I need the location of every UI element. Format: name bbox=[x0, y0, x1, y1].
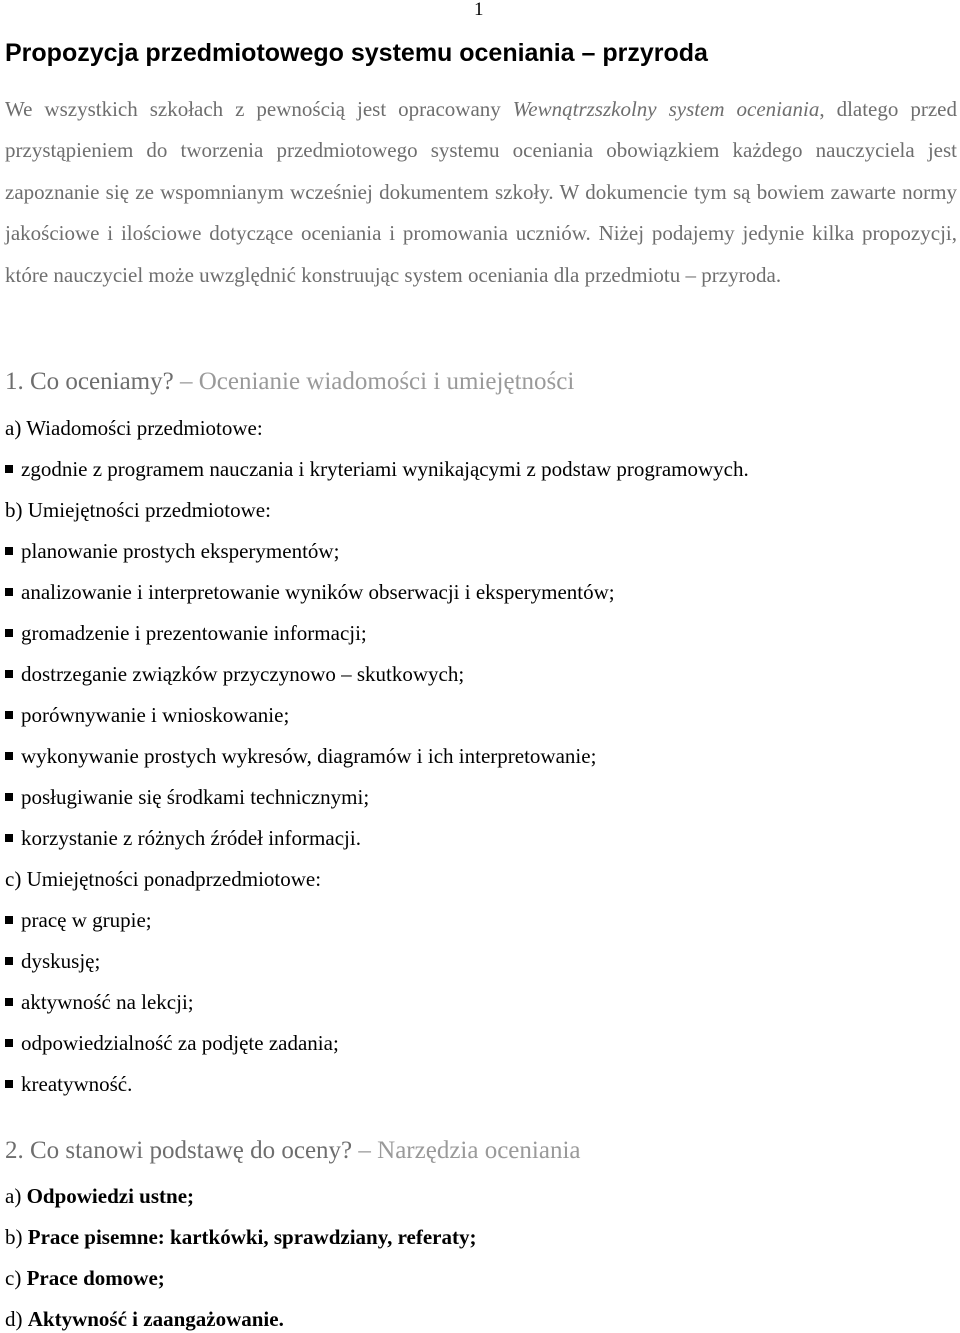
section-heading-subtitle: – Ocenianie wiadomości i umiejętności bbox=[173, 368, 575, 395]
square-bullet-icon bbox=[5, 711, 13, 719]
tool-item-written-work bbox=[5, 1223, 476, 1251]
intro-text-start: We wszystkich szkołach z pewnością jest opracowany bbox=[5, 97, 513, 121]
group-name: Wiadomości przedmiotowe bbox=[26, 416, 257, 440]
list-item-text: aktywność na lekcji; bbox=[21, 990, 194, 1014]
tool-letter: a) bbox=[5, 1184, 27, 1208]
intro-text-end: , dlatego przed przystąpieniem do tworzenia przedmiotowego systemu oceniania obowiązkiem każdego nauczyciela jest zapoznanie się ze wspomnianym wcześniej dokumentem szkoły. W dokumencie tym są bowiem zawarte normy jakościowe i ilościowe dotyczące oceniania i promowania uczniów. Niżej podajemy jedynie kilka propozycji, które nauczyciel może uwzględnić konstruując system oceniania dla przedmiotu – przyroda. bbox=[5, 97, 957, 287]
list-item bbox=[5, 537, 339, 565]
tool-item-oral-answers bbox=[5, 1182, 194, 1210]
section-heading-what-we-assess bbox=[5, 366, 574, 398]
section-heading-main: 2. Co stanowi podstawę do oceny? bbox=[5, 1137, 353, 1164]
list-item-text: dostrzeganie związków przyczynowo – skutkowych; bbox=[21, 662, 465, 686]
square-bullet-icon bbox=[5, 629, 13, 637]
page-number: 1 bbox=[474, 0, 484, 20]
group-label-subject-skills bbox=[5, 496, 271, 524]
page-title: Propozycja przedmiotowego systemu oceniania – przyroda bbox=[5, 39, 708, 67]
group-label-knowledge bbox=[5, 414, 263, 442]
list-item-text: gromadzenie i prezentowanie informacji; bbox=[21, 621, 367, 645]
group-name: Umiejętności przedmiotowe bbox=[27, 498, 266, 522]
section-heading-assessment-basis bbox=[5, 1135, 581, 1167]
section-heading-main: 1. Co oceniamy? bbox=[5, 368, 174, 395]
list-item-text: planowanie prostych eksperymentów; bbox=[21, 539, 340, 563]
square-bullet-icon bbox=[5, 1080, 13, 1088]
tool-name: Odpowiedzi ustne; bbox=[26, 1184, 195, 1208]
list-item bbox=[5, 1070, 132, 1098]
list-item bbox=[5, 660, 464, 688]
list-item bbox=[5, 455, 749, 483]
tool-item-homework bbox=[5, 1264, 165, 1292]
intro-document-name: Wewnątrzszkolny system oceniania bbox=[512, 97, 820, 121]
list-item-text: pracę w grupie; bbox=[21, 908, 152, 932]
square-bullet-icon bbox=[5, 1039, 13, 1047]
group-letter: a) bbox=[5, 416, 27, 440]
square-bullet-icon bbox=[5, 588, 13, 596]
list-item bbox=[5, 947, 100, 975]
square-bullet-icon bbox=[5, 916, 13, 924]
square-bullet-icon bbox=[5, 752, 13, 760]
group-colon: : bbox=[265, 498, 271, 522]
square-bullet-icon bbox=[5, 793, 13, 801]
tool-name: Prace domowe; bbox=[26, 1266, 165, 1290]
list-item-text: korzystanie z różnych źródeł informacji. bbox=[21, 826, 361, 850]
list-item bbox=[5, 578, 615, 606]
section-heading-subtitle: – Narzędzia oceniania bbox=[352, 1137, 581, 1164]
list-item bbox=[5, 1029, 339, 1057]
tool-name: Aktywność i zaangażowanie. bbox=[27, 1307, 284, 1331]
list-item bbox=[5, 906, 152, 934]
list-item bbox=[5, 619, 367, 647]
square-bullet-icon bbox=[5, 834, 13, 842]
list-item-text: kreatywność. bbox=[21, 1072, 133, 1096]
list-item-text: dyskusję; bbox=[21, 949, 101, 973]
list-item-text: porównywanie i wnioskowanie; bbox=[21, 703, 290, 727]
list-item-text: zgodnie z programem nauczania i kryteriami wynikającymi z podstaw programowych. bbox=[21, 457, 749, 481]
intro-paragraph bbox=[5, 89, 957, 296]
group-letter: c) bbox=[5, 867, 27, 891]
group-name: Umiejętności ponadprzedmiotowe bbox=[26, 867, 316, 891]
group-label-cross-curricular-skills bbox=[5, 865, 321, 893]
tool-name: Prace pisemne: kartkówki, sprawdziany, referaty; bbox=[27, 1225, 477, 1249]
group-letter: b) bbox=[5, 498, 28, 522]
tool-item-activity-engagement bbox=[5, 1305, 284, 1333]
group-colon: : bbox=[256, 416, 263, 440]
square-bullet-icon bbox=[5, 547, 13, 555]
list-item-text: posługiwanie się środkami technicznymi; bbox=[21, 785, 370, 809]
tool-letter: c) bbox=[5, 1266, 27, 1290]
list-item-text: analizowanie i interpretowanie wyników obserwacji i eksperymentów; bbox=[21, 580, 615, 604]
list-item bbox=[5, 988, 194, 1016]
tool-letter: d) bbox=[5, 1307, 28, 1331]
tool-letter: b) bbox=[5, 1225, 28, 1249]
list-item bbox=[5, 701, 289, 729]
group-colon: : bbox=[315, 867, 322, 891]
list-item bbox=[5, 783, 369, 811]
square-bullet-icon bbox=[5, 670, 13, 678]
list-item-text: wykonywanie prostych wykresów, diagramów i ich interpretowanie; bbox=[21, 744, 597, 768]
square-bullet-icon bbox=[5, 465, 13, 473]
list-item bbox=[5, 824, 361, 852]
list-item bbox=[5, 742, 596, 770]
square-bullet-icon bbox=[5, 998, 13, 1006]
square-bullet-icon bbox=[5, 957, 13, 965]
list-item-text: odpowiedzialność za podjęte zadania; bbox=[21, 1031, 339, 1055]
